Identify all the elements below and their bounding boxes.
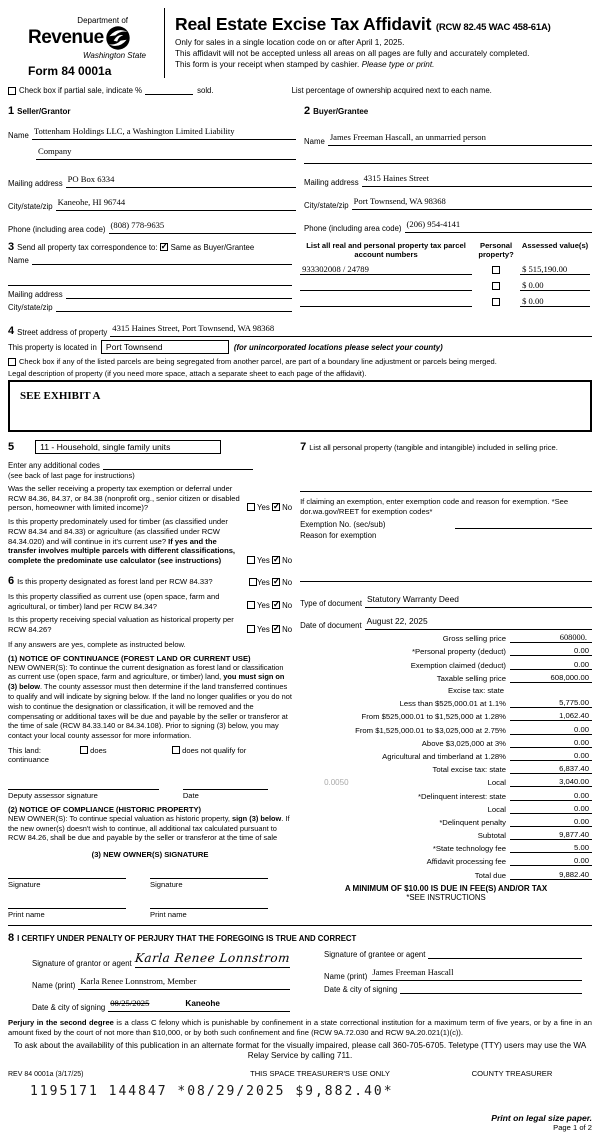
section-seller [8, 101, 296, 234]
affidavit-processing-fee-field[interactable]: 0.00 [510, 856, 592, 866]
section-correspondence [8, 241, 292, 312]
form-number: Form 84 0001a [28, 64, 112, 78]
certify-statement: I CERTIFY UNDER PENALTY OF PERJURY THAT THE FOREGOING IS TRUE AND CORRECT [17, 934, 357, 944]
this-land-label: This land: continuance [8, 745, 49, 764]
new-owner-signature-title: (3) NEW OWNER(S) SIGNATURE [91, 850, 209, 860]
does-label: does [90, 745, 107, 755]
corr-city-label: City/state/zip [8, 303, 53, 312]
page-title: Real Estate Excise Tax Affidavit (RCW 82.45 WAC 458-61A) [175, 14, 551, 34]
print-name-label: Print name [8, 910, 45, 920]
historical-question: Is this property receiving special valuation as historical property per RCW 84.26? [8, 615, 234, 634]
subtotal-field[interactable]: 9,877.40 [510, 830, 592, 840]
parcel-number-field[interactable]: 933302008 / 24789 [300, 264, 472, 275]
local-tax-field[interactable]: 3,040.00 [510, 777, 592, 787]
county-note: (for unincorporated locations please select your county) [233, 342, 443, 352]
buyer-city-field[interactable]: Port Townsend, WA 98368 [352, 191, 592, 210]
notice-compliance-title: (2) NOTICE OF COMPLIANCE (HISTORIC PROPERTY) [8, 804, 202, 814]
personal-property-field[interactable] [300, 480, 592, 492]
seller-name-field[interactable]: Tottenham Holdings LLC, a Washington Limited Liability [32, 121, 296, 140]
street-address-field[interactable]: 4315 Haines Street, Port Townsend, WA 98368 [110, 318, 592, 337]
personal-property-deduct-field[interactable]: 0.00 [510, 646, 592, 656]
fee-label: *Delinquent penalty [439, 817, 506, 827]
corr-name-label: Name [8, 256, 29, 265]
assessed-value-field[interactable]: $ 515,190.00 [520, 264, 590, 275]
exemption-reason-field[interactable] [300, 570, 592, 582]
q1-no-checkbox[interactable] [272, 503, 280, 511]
total-due-field[interactable]: 9,882.40 [510, 870, 592, 880]
seller-city-field[interactable]: Kaneohe, HI 96744 [56, 192, 296, 211]
total-excise-state-field[interactable]: 6,837.40 [510, 764, 592, 774]
fee-label: Affidavit processing fee [426, 857, 506, 867]
grantee-signature-field[interactable] [428, 949, 582, 959]
q1-yes-checkbox[interactable] [247, 503, 255, 511]
notice-compliance-body: NEW OWNER(S): To continue special valuation as historic property, sign (3) below. If the new owner(s) doesn't wish to continue, all additional tax calculated pursuant to RCW 84.26, shall be due and payable by the seller or transferor at the time of sale [8, 813, 290, 843]
fee-label: Total excise tax: state [432, 765, 506, 775]
parcel-number-field[interactable] [300, 280, 472, 291]
seller-phone-label: Phone (including area code) [8, 225, 106, 234]
notice-continuance-body: NEW OWNER(S): To continue the current designation as forest land or classification as current use (open space, farm and agriculture, or timber) land, you must sign on (3) below. The county assessor must then determine if the land transferred continues to qualify and will indicate by signing below. If the land no longer qualifies or you do not wish to continue the designation or classification, it will be removed and the compensating or additional taxes will be due and payable by the seller or transferor at the time of sale (RCW 84.33.140 or 84.34.108). Prior to signing (3) below, you may contact your local county assessor for more information. [8, 662, 292, 741]
same-as-buyer-checkbox[interactable] [160, 243, 168, 251]
grantee-print-field[interactable]: James Freeman Hascall [370, 962, 582, 981]
buyer-title: Buyer/Grantee [313, 107, 369, 116]
segregated-label: Check box if any of the listed parcels are being segregated from another parcel, are part of a boundary line adjustment or parcels being merged. [19, 357, 497, 366]
seller-city-label: City/state/zip [8, 202, 53, 211]
grantor-date-city-label: Date & city of signing [32, 1003, 106, 1013]
additional-codes-field[interactable] [103, 460, 253, 470]
section-4-number: 4 [8, 325, 15, 337]
new-owner-print-name-field-1[interactable] [8, 897, 126, 909]
buyer-name-label: Name [304, 137, 325, 146]
grantor-city-value: Kaneohe [185, 999, 220, 1009]
located-in-label: This property is located in [8, 342, 97, 352]
dept-of-text: Department of [77, 16, 128, 25]
parcel-row [300, 280, 592, 291]
fee-label: Agricultural and timberland at 1.28% [382, 751, 506, 761]
seller-mailing-field[interactable]: PO Box 6334 [66, 169, 296, 188]
agricultural-tax-field[interactable]: 0.00 [510, 751, 592, 761]
correspondence-label: Send all property tax correspondence to: [17, 242, 158, 252]
taxable-selling-price-field[interactable]: 608,000.00 [510, 673, 592, 683]
seller-phone-field[interactable]: (808) 778-9635 [109, 215, 296, 234]
exemption-claimed-field[interactable]: 0.00 [510, 660, 592, 670]
corr-city-field[interactable] [56, 302, 292, 312]
section-2-number: 2 [304, 105, 311, 117]
section-8-number: 8 [8, 932, 15, 945]
document-date-label: Date of document [300, 621, 362, 631]
fee-label: Total due [474, 870, 506, 880]
buyer-name-field[interactable]: James Freeman Hascall, an unmarried person [328, 127, 592, 146]
fee-label: *State technology fee [432, 844, 506, 854]
forest-no-checkbox[interactable] [272, 578, 280, 586]
grantee-print-label: Name (print) [324, 972, 368, 982]
minimum-due-note: A MINIMUM OF $10.00 IS DUE IN FEE(S) AND/OR TAX [344, 883, 548, 893]
dor-logo [28, 8, 156, 78]
footer [8, 1069, 592, 1078]
page-indicator: Page 1 of 2 [553, 1123, 592, 1132]
fee-label: Taxable selling price [436, 673, 506, 683]
historical-yes-checkbox[interactable] [247, 625, 255, 633]
rev-number: REV 84 0001a (3/17/25) [8, 1071, 84, 1079]
tier4-tax-field[interactable]: 0.00 [510, 738, 592, 748]
sold-label: sold. [197, 86, 214, 95]
does-not-qualify-checkbox[interactable] [172, 746, 180, 754]
new-owner-signature-field-2[interactable] [150, 867, 268, 879]
exemption-no-label: Exemption No. (sec/sub) [300, 520, 386, 530]
buyer-mailing-field[interactable]: 4315 Haines Street [362, 168, 592, 187]
perjury-statement: Perjury in the second degree is a class C felony which is punishable by confinement in a state correctional institution for a maximum term of five years, or by a fine in an amount fixed by the court of not more than $10,000, or by both such confinement and fine (RCW 9A.72.030 and RCW 9A.20.021(1)(c)). [8, 1018, 592, 1037]
corr-mailing-field[interactable] [66, 289, 292, 299]
partial-sale-label: Check box if partial sale, indicate % [19, 86, 143, 95]
fee-label: From $525,000.01 to $1,525,000 at 1.28% [361, 712, 506, 722]
section-3-number: 3 [8, 241, 15, 253]
signature-label: Signature [8, 880, 41, 890]
parcel-row [300, 296, 592, 307]
exemption-no-field[interactable] [455, 519, 592, 529]
fee-label: Subtotal [477, 831, 506, 841]
treasurer-stamp: 1195171 144847 *08/29/2025 $9,882.40* [30, 1084, 394, 1100]
document-type-label: Type of document [300, 599, 363, 609]
buyer-phone-label: Phone (including area code) [304, 224, 402, 233]
if-yes-note: If any answers are yes, complete as instructed below. [8, 639, 186, 649]
corr-name-field-2[interactable] [8, 276, 292, 286]
tier3-tax-field[interactable]: 0.00 [510, 725, 592, 735]
section-property [8, 318, 592, 432]
fee-label: Less than $525,000.01 at 1.1% [399, 699, 506, 709]
exemption-deferral-question: Was the seller receiving a property tax exemption or deferral under RCW 84.36, 84.37, or 84.38 (nonprofit org., senior citizen or disabled person, homeowner with limited income)? [8, 484, 240, 513]
washington-state-text: Washington State [82, 51, 146, 60]
dor-swirl-icon [105, 25, 131, 51]
does-qualify-checkbox[interactable] [80, 746, 88, 754]
fee-label: Above $3,025,000 at 3% [421, 738, 506, 748]
grantor-print-field[interactable]: Karla Renee Lonnstrom, Member [78, 971, 290, 990]
fee-label: Exemption claimed (deduct) [410, 660, 506, 670]
delinquent-interest-local-field[interactable]: 0.00 [510, 804, 592, 814]
section-5-number: 5 [8, 441, 15, 453]
notice-continuance-title: (1) NOTICE OF CONTINUANCE (FOREST LAND OR CURRENT USE) [8, 653, 251, 663]
parcel-row [300, 264, 592, 275]
deputy-date-field[interactable] [183, 778, 268, 790]
form-header [28, 8, 592, 78]
fee-label: From $1,525,000.01 to $3,025,000 at 2.75% [355, 725, 506, 735]
grantee-date-city-label: Date & city of signing [324, 985, 398, 995]
personal-property-checkbox[interactable] [492, 298, 500, 306]
excise-tax-state-header: Excise tax: state [448, 686, 505, 696]
ownership-note: List percentage of ownership acquired next to each name. [291, 86, 492, 95]
parcel-numbers-header: List all real and personal property tax parcel account numbers [306, 241, 466, 260]
section-certification [8, 928, 592, 1012]
form-instructions: Only for sales in a single location code on or after April 1, 2025. This affidavit will not be accepted unless all areas on all pages are fully and accurately completed. This form is your receipt when stamped by cashier. Please type or print. [175, 38, 530, 70]
fee-label: Local [487, 778, 506, 788]
forest-yes-checkbox[interactable] [249, 578, 257, 586]
current-use-yes-checkbox[interactable] [247, 601, 255, 609]
fee-label: Gross selling price [442, 634, 506, 644]
treasurer-space-label: THIS SPACE TREASURER'S USE ONLY [250, 1069, 390, 1079]
additional-codes-label: Enter any additional codes [8, 461, 100, 470]
does-not-label: does not qualify for [182, 745, 247, 755]
see-instructions-note: *SEE INSTRUCTIONS [406, 892, 486, 902]
section-land-use: 5 11 - Household, single family units Enter any additional codes (see back of last page for instructions) Was the seller receiving a property tax exemption or deferral under RCW 84.36, 84.37, or 84.38 (nonprofit org., senior citizen or disabled person, homeowner with limited income)? Yes ✓ No Is this property predominately used for timber (as classified under RCW 84.34 and 84.33) or agriculture (as classified under RCW 84.34.020) and will continue in it's current use? If yes and the transfer involves multiple parcels with different classifications, complete the predominate use calculator (see instructions) Yes ✓ No 6 Is this property designated as forest land per RCW 84.33? Yes ✓ No Is this property classified as current use (open space, farm and agricultural, or timber) land per RCW 84.34? Yes ✓ No Is this property receiving special valuation as historical property per RCW 84.26? Yes ✓ No If any answers are yes, complete as instructed below. (1) NOTICE OF CONTINUANCE (FOREST LAND OR CURRENT USE) NEW OWNER(S): To continue the current designation as forest land or classification as current use (open space, farm and agriculture, or timber) land, you must sign on (3) below. The county assessor must then determine if the land transferred continues to qualify and will indicate by signing below. If the land no longer qualifies or you do not wish to continue the designation or classification, it will be removed and the compensating or additional taxes will be due and payable by the seller or transferor at the time of sale (RCW 84.33.140 or 84.34.108). Prior to signing (3) below, you may contact your local county assessor for more information. This land: continuance does does not qualify for Deputy assessor signature Date (2) NOTICE OF COMPLIANCE (HISTORIC PROPERTY) NEW OWNER(S): To continue special valuation as historic property, sign (3) below. If the new owner(s) doesn't wish to continue, all additional tax calculated pursuant to RCW 84.26, shall be due and payable by the seller or transferor at the time of sale (3) NEW OWNER(S) SIGNATURE Signature Signature Print name Print name [8, 440, 292, 919]
fee-label: *Delinquent interest: state [417, 791, 506, 801]
personal-property-header: Personal property? [478, 241, 514, 260]
historical-no-checkbox[interactable] [272, 625, 280, 633]
grantor-signature-field[interactable]: Karla Renee Lonnstrom [135, 949, 290, 968]
legal-description-label: Legal description of property (if you need more space, attach a separate sheet to each page of the affidavit). [8, 369, 367, 378]
tier1-tax-field[interactable]: 5,775.00 [510, 698, 592, 708]
q2-yes-checkbox[interactable] [247, 556, 255, 564]
new-owner-signature-field-1[interactable] [8, 867, 126, 879]
delinquent-penalty-field[interactable]: 0.00 [510, 817, 592, 827]
seller-name-field-2[interactable]: Company [36, 141, 296, 160]
section-1-number: 1 [8, 105, 15, 117]
tax-computation [300, 633, 592, 879]
local-rate: 0.0050 [324, 778, 349, 788]
land-use-select[interactable]: 11 - Household, single family units [35, 440, 221, 454]
forest-land-question: 6 Is this property designated as forest land per RCW 84.33? [8, 574, 213, 587]
same-as-buyer-label: Same as Buyer/Grantee [170, 242, 255, 252]
personal-property-checkbox[interactable] [492, 266, 500, 274]
partial-percent-field[interactable] [145, 85, 193, 95]
assessed-value-header: Assessed value(s) [521, 241, 589, 250]
divider [8, 925, 592, 926]
revenue-wordmark: Revenue [28, 27, 104, 48]
fee-label: Local [487, 804, 506, 814]
deputy-assessor-signature-field[interactable] [8, 778, 159, 790]
print-note: Print on legal size paper. Page 1 of 2 [8, 1113, 592, 1132]
fee-label: *Personal property (deduct) [411, 647, 506, 657]
county-select[interactable]: Port Townsend [101, 340, 229, 354]
assessed-value-field[interactable]: $ 0.00 [520, 280, 590, 291]
document-date-field[interactable]: August 22, 2025 [365, 611, 592, 630]
delinquent-interest-state-field[interactable]: 0.00 [510, 791, 592, 801]
seller-mailing-label: Mailing address [8, 179, 63, 188]
see-back-note: (see back of last page for instructions) [8, 471, 135, 480]
current-use-question: Is this property classified as current use (open space, farm and agricultural, or timber) land per RCW 84.34? [8, 591, 220, 611]
grantor-signature-label: Signature of grantor or agent [32, 959, 132, 969]
deputy-assessor-label: Deputy assessor signature [8, 790, 98, 800]
rcw-reference: (RCW 82.45 WAC 458-61A) [435, 22, 551, 33]
parcel-table [300, 241, 592, 312]
exemption-reason-label: Reason for exemption [300, 531, 377, 541]
gross-selling-price-field[interactable]: 608000. [510, 633, 592, 643]
corr-name-field[interactable] [32, 255, 292, 265]
buyer-city-label: City/state/zip [304, 201, 349, 210]
grantor-print-label: Name (print) [32, 981, 76, 991]
corr-mailing-label: Mailing address [8, 290, 63, 299]
print-name-label: Print name [150, 910, 187, 920]
legal-description-field[interactable]: SEE EXHIBIT A [8, 380, 592, 432]
state-technology-fee-field[interactable]: 5.00 [510, 843, 592, 853]
buyer-mailing-label: Mailing address [304, 178, 359, 187]
exemption-note: If claiming an exemption, enter exemption code and reason for exemption. *See dor.wa.gov/REET for exemption codes* [300, 497, 569, 517]
q2-no-checkbox[interactable] [272, 556, 280, 564]
current-use-no-checkbox[interactable] [272, 601, 280, 609]
assessed-value-field[interactable]: $ 0.00 [520, 296, 590, 307]
county-treasurer-label: COUNTY TREASURER [471, 1069, 553, 1079]
street-address-label: Street address of property [17, 328, 108, 337]
grantee-signature-label: Signature of grantee or agent [324, 950, 426, 960]
tier2-tax-field[interactable]: 1,062.40 [510, 711, 592, 721]
section-buyer [304, 101, 592, 234]
grantee-date-city-field[interactable] [400, 984, 582, 994]
seller-title: Seller/Grantor [17, 107, 71, 116]
personal-property-checkbox[interactable] [492, 282, 500, 290]
accessibility-statement: To ask about the availability of this publication in an alternate format for the visually impaired, please call 360-705-6705. Teletype (TTY) users may use the WA Relay Service by calling 711. [13, 1040, 587, 1061]
partial-sale-checkbox[interactable] [8, 87, 16, 95]
personal-property-question: 7 List all personal property (tangible and intangible) included in selling price. [300, 441, 558, 453]
new-owner-print-name-field-2[interactable] [150, 897, 268, 909]
segregated-checkbox[interactable] [8, 358, 16, 366]
buyer-name-field-2[interactable] [304, 154, 592, 164]
seller-name-label: Name [8, 131, 29, 140]
timber-agriculture-question: Is this property predominately used for timber (as classified under RCW 84.34 and 84.33) or agriculture (as classified under RCW 84.34.020) and will continue in it's current use? If yes and the transfer involves multiple parcels with different classifications, complete the predominate use calculator (see instructions) [8, 517, 236, 566]
document-type-field[interactable]: Statutory Warranty Deed [365, 589, 592, 608]
deputy-date-label: Date [182, 790, 199, 800]
buyer-phone-field[interactable]: (206) 954-4141 [405, 214, 592, 233]
section-tax [300, 440, 592, 919]
signature-label: Signature [150, 880, 183, 890]
grantor-date-city-field[interactable]: 08/25/2025 Kaneohe [108, 993, 290, 1012]
parcel-number-field[interactable] [300, 296, 472, 307]
